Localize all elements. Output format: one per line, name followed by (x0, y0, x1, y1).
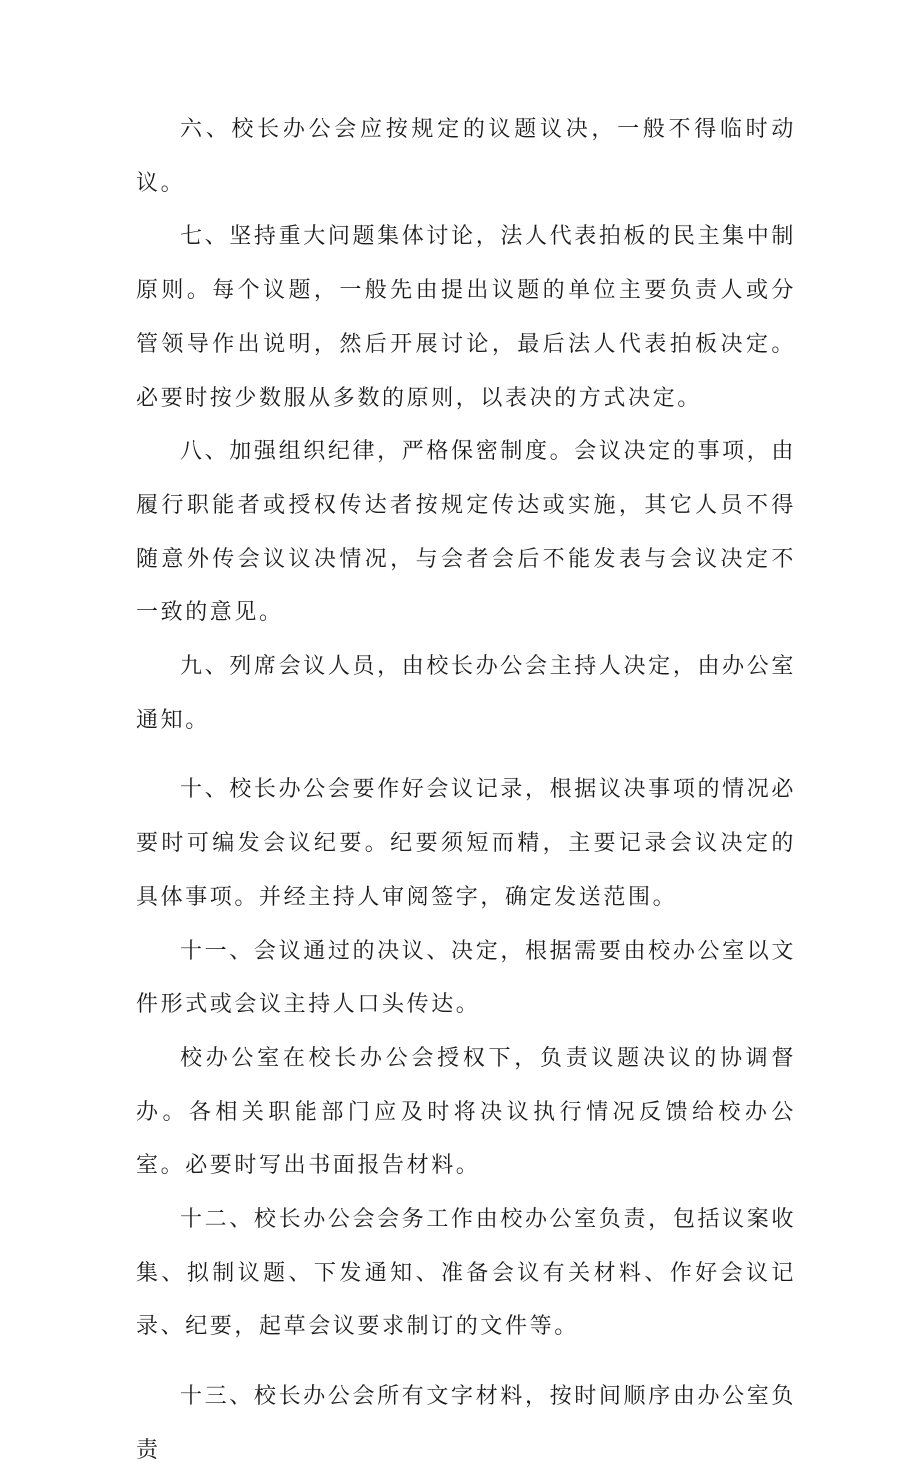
paragraph-item-9: 九、列席会议人员，由校长办公会主持人决定，由办公室通知。 (136, 654, 796, 733)
paragraph-item-11: 十一、会议通过的决议、决定，根据需要由校办公室以文件形式或会议主持人口头传达。 (136, 938, 796, 1018)
document-body (136, 103, 796, 1478)
paragraph-gap (136, 747, 796, 763)
paragraph-office-supervision: 校办公室在校长办公会授权下，负责议题决议的协调督办。各相关职能部门应及时将决议执行情况反馈给校办公室。必要时写出书面报告材料。 (136, 1045, 796, 1179)
paragraph-item-6: 六、校长办公会应按规定的议题议决，一般不得临时动议。 (136, 117, 796, 196)
paragraph-item-10: 十、校长办公会要作好会议记录，根据议决事项的情况必要时可编发会议纪要。纪要须短而精，主要记录会议决定的具体事项。并经主持人审阅签字，确定发送范围。 (136, 777, 796, 910)
paragraph-item-7: 七、坚持重大问题集体讨论，法人代表拍板的民主集中制原则。每个议题，一般先由提出议题的单位主要负责人或分管领导作出说明，然后开展讨论，最后法人代表拍板决定。必要时按少数服从多数的原则，以表决的方式决定。 (136, 224, 796, 411)
paragraph-item-13: 十三、校长办公会所有文字材料，按时间顺序由办公室负责 (136, 1384, 796, 1463)
paragraph-item-8: 八、加强组织纪律，严格保密制度。会议决定的事项，由履行职能者或授权传达者按规定传达或实施，其它人员不得随意外传会议议决情况，与会者会后不能发表与会议决定不一致的意见。 (136, 439, 796, 626)
paragraph-gap (136, 1354, 796, 1370)
paragraph-item-12: 十二、校长办公会会务工作由校办公室负责，包括议案收集、拟制议题、下发通知、准备会议有关材料、作好会议记录、纪要，起草会议要求制订的文件等。 (136, 1207, 796, 1340)
